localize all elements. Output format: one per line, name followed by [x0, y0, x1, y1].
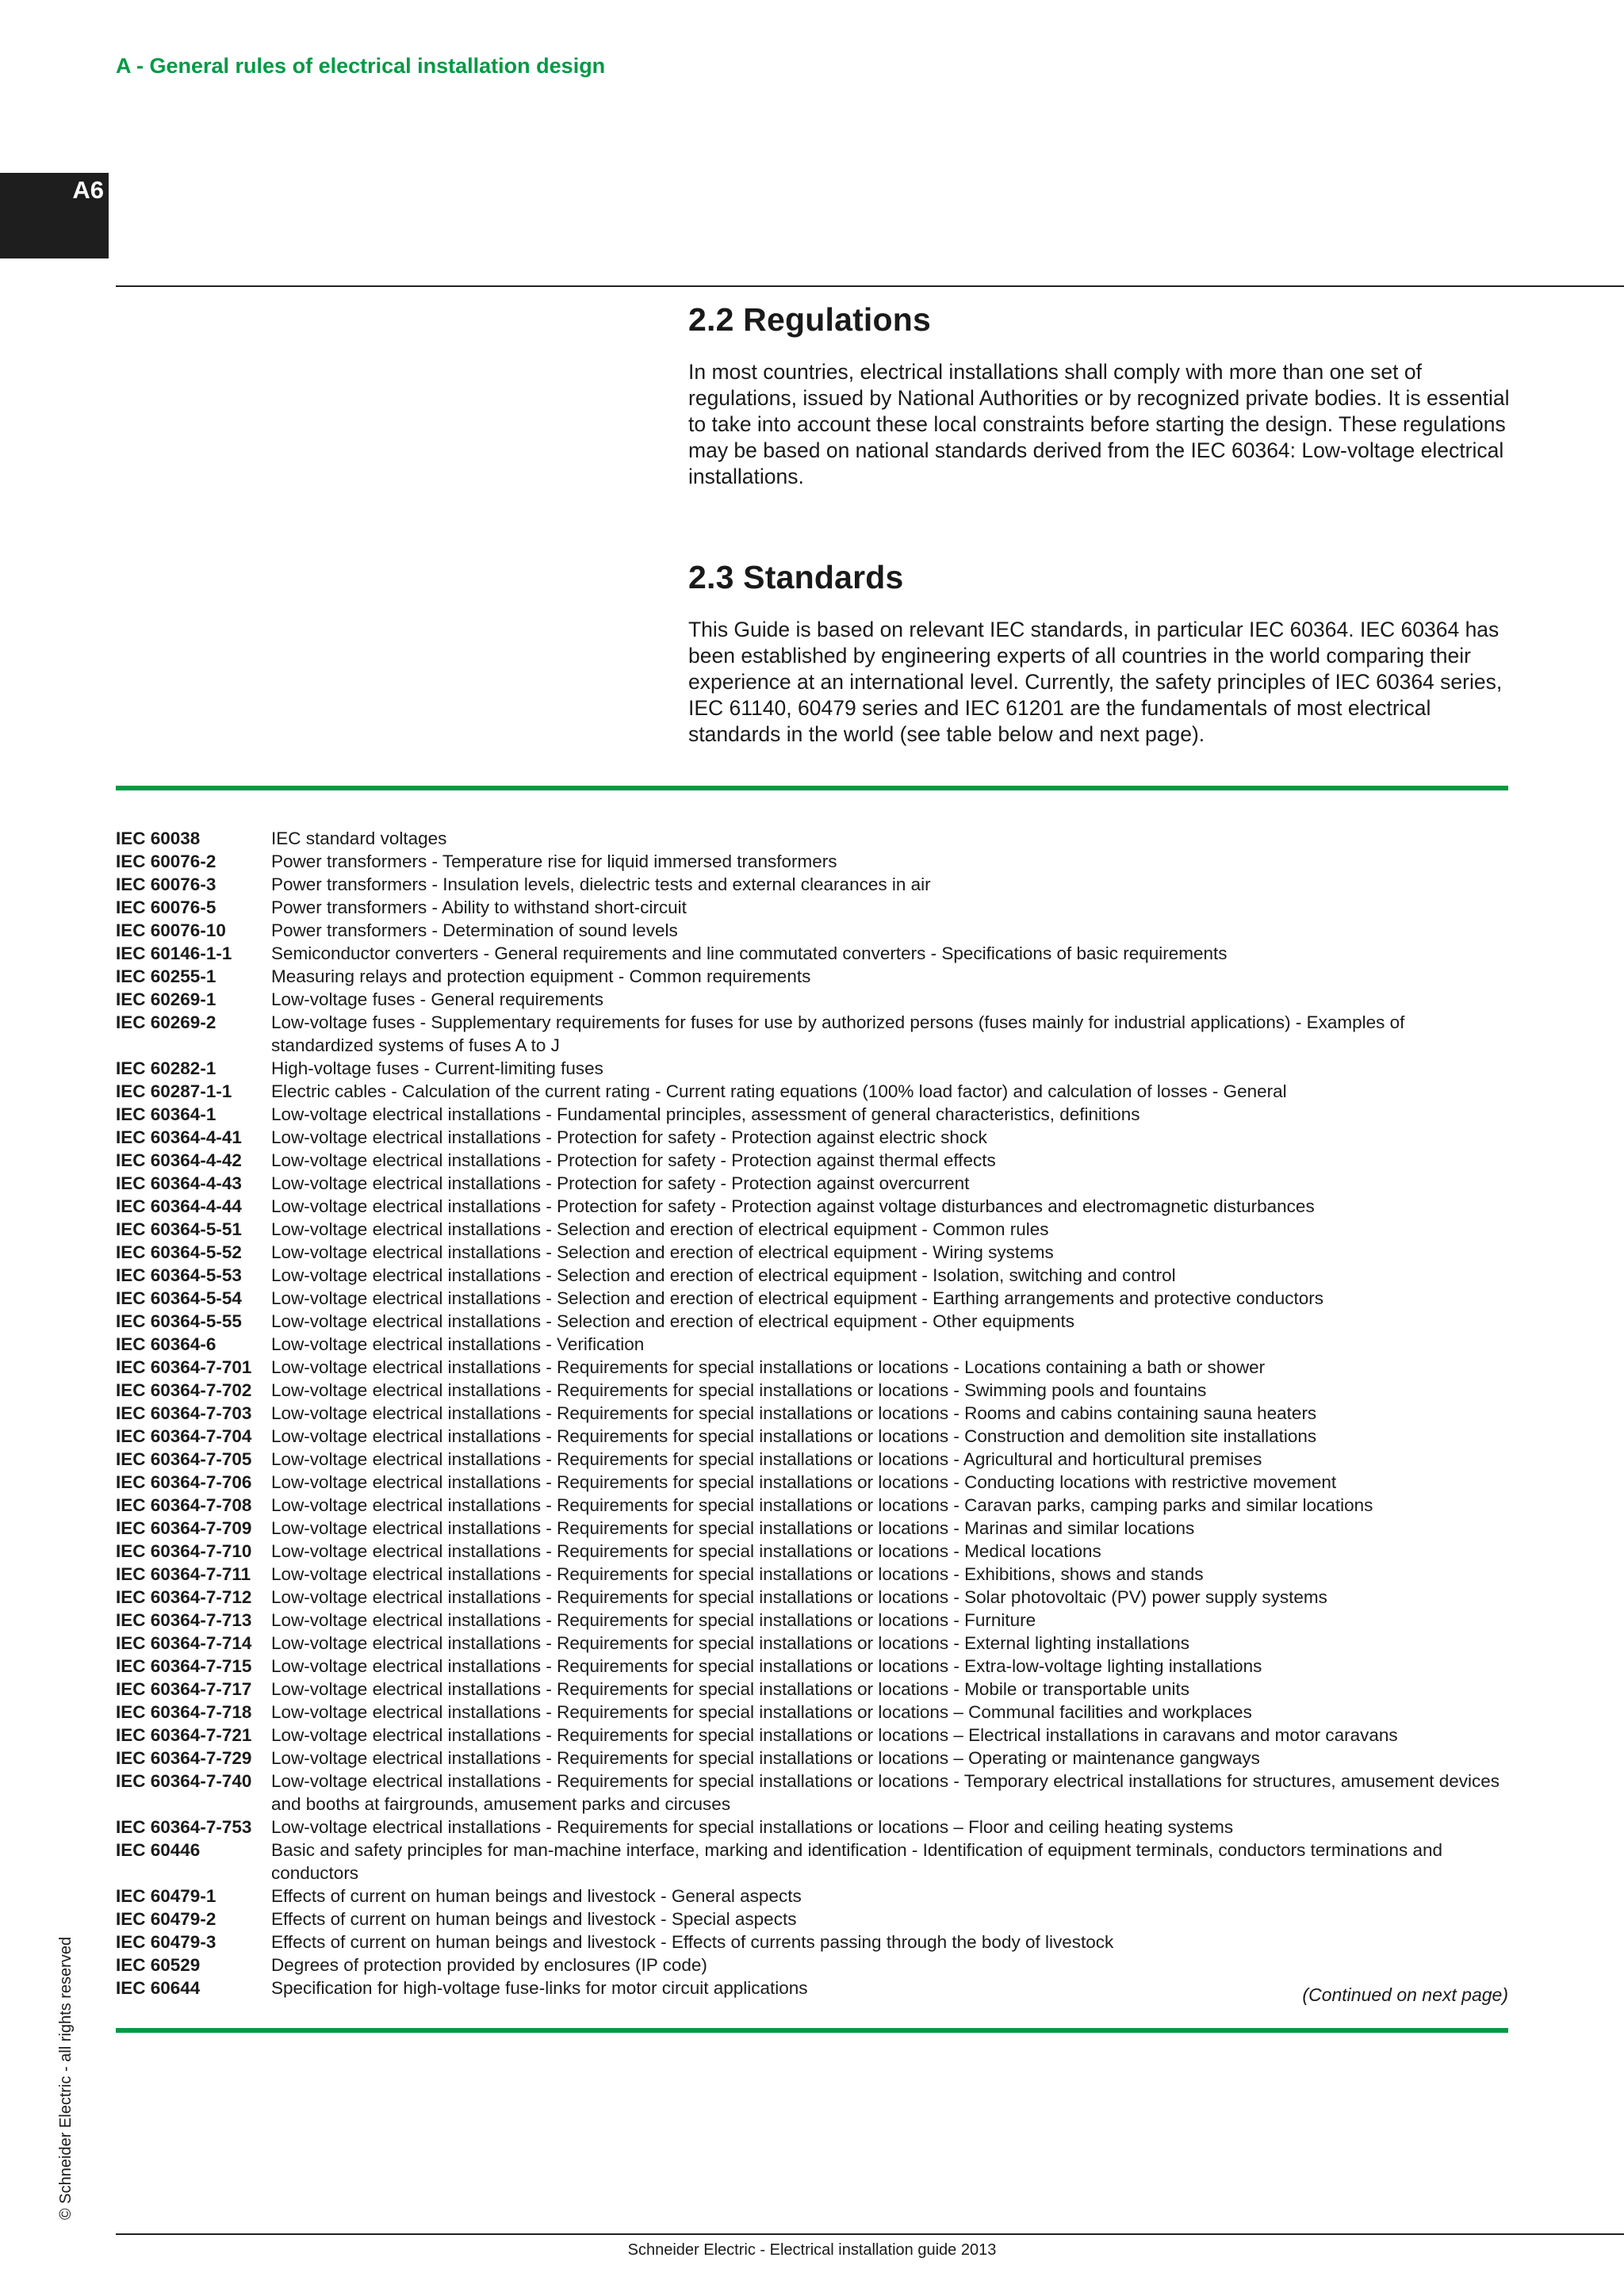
standard-code: IEC 60269-1	[116, 989, 216, 1009]
standard-code: IEC 60364-7-710	[116, 1541, 252, 1561]
table-row	[116, 1701, 1511, 1724]
standard-description: Low-voltage electrical installations - Protection for safety - Protection against voltage disturbances and electromagnetic disturbances	[271, 1196, 1315, 1216]
standard-code: IEC 60146-1-1	[116, 943, 232, 963]
table-row	[116, 1724, 1511, 1747]
standard-code: IEC 60287-1-1	[116, 1081, 232, 1101]
table-row	[116, 1333, 1511, 1356]
standard-description: Low-voltage electrical installations - Requirements for special installations or locations - Mobile or transportable units	[271, 1679, 1190, 1699]
standard-code: IEC 60529	[116, 1955, 201, 1975]
standard-description: Low-voltage electrical installations - Verification	[271, 1334, 645, 1354]
standard-code: IEC 60364-5-52	[116, 1242, 242, 1262]
standard-code: IEC 60364-7-729	[116, 1748, 252, 1768]
standard-description: Low-voltage electrical installations - Requirements for special installations or locations - Caravan parks, camping parks and similar locations	[271, 1495, 1373, 1515]
table-row	[116, 1678, 1511, 1701]
table-row	[116, 896, 1511, 919]
standard-code: IEC 60364-4-44	[116, 1196, 242, 1216]
standard-description: High-voltage fuses - Current-limiting fuses	[271, 1058, 603, 1078]
standard-description: Low-voltage electrical installations - Selection and erection of electrical equipment - Other equipments	[271, 1311, 1075, 1331]
section-title: 2.3 Standards	[688, 559, 904, 595]
section-title: 2.2 Regulations	[688, 301, 932, 338]
table-row	[116, 1448, 1511, 1471]
table-row	[116, 1195, 1511, 1218]
standard-code: IEC 60364-7-708	[116, 1495, 252, 1515]
table-row	[116, 1149, 1511, 1172]
table-row	[116, 1264, 1511, 1287]
table-row	[116, 1379, 1511, 1402]
standard-code: IEC 60446	[116, 1840, 201, 1860]
table-row	[116, 1356, 1511, 1379]
standard-code: IEC 60364-4-43	[116, 1173, 242, 1193]
table-row	[116, 1218, 1511, 1241]
page-number-tab	[0, 173, 109, 258]
table-row	[116, 1517, 1511, 1540]
standard-code: IEC 60076-10	[116, 920, 226, 940]
table-row	[116, 1471, 1511, 1494]
standard-code: IEC 60364-7-714	[116, 1633, 252, 1653]
standard-code: IEC 60364-7-715	[116, 1656, 252, 1676]
standard-description: Low-voltage electrical installations - Requirements for special installations or locations – Operating or maintenance gangways	[271, 1748, 1260, 1768]
standard-description: Low-voltage electrical installations - Requirements for special installations or locations - Rooms and cabins containing sauna heaters	[271, 1403, 1317, 1423]
standard-description: Power transformers - Temperature rise for liquid immersed transformers	[271, 851, 837, 871]
standard-description: Electric cables - Calculation of the current rating - Current rating equations (100% load factor) and calculation of losses - General	[271, 1081, 1287, 1101]
standard-code: IEC 60364-7-753	[116, 1817, 252, 1837]
standard-code: IEC 60364-7-706	[116, 1472, 252, 1492]
standard-description: Low-voltage electrical installations - Selection and erection of electrical equipment - Isolation, switching and control	[271, 1265, 1176, 1285]
table-row	[116, 1011, 1511, 1057]
standard-description: Semiconductor converters - General requirements and line commutated converters - Specifications of basic requirements	[271, 943, 1228, 963]
standard-code: IEC 60364-6	[116, 1334, 216, 1354]
standard-description: Low-voltage electrical installations - Requirements for special installations or locations – Floor and ceiling heating systems	[271, 1817, 1234, 1837]
table-row	[116, 1954, 1511, 1976]
table-row	[116, 1839, 1511, 1885]
table-row	[116, 1080, 1511, 1103]
table-row	[116, 1057, 1511, 1080]
standard-description: Low-voltage electrical installations - Requirements for special installations or locations - Agricultural and horticultural premises	[271, 1449, 1262, 1469]
standard-description: Low-voltage electrical installations - Requirements for special installations or locations - Solar photovoltaic (PV) power supply systems	[271, 1587, 1327, 1607]
standard-code: IEC 60076-3	[116, 874, 216, 894]
standard-code: IEC 60038	[116, 828, 201, 848]
standard-code: IEC 60364-7-704	[116, 1426, 252, 1446]
table-row	[116, 850, 1511, 873]
standard-description: Low-voltage electrical installations - Requirements for special installations or locations - Construction and demolition site installations	[271, 1426, 1317, 1446]
standard-description: Effects of current on human beings and livestock - General aspects	[271, 1886, 802, 1906]
standard-description: Degrees of protection provided by enclosures (IP code)	[271, 1955, 707, 1975]
standard-code: IEC 60364-4-41	[116, 1127, 242, 1147]
standard-description: Measuring relays and protection equipment - Common requirements	[271, 966, 811, 986]
table-row	[116, 1632, 1511, 1655]
section-body: In most countries, electrical installations shall comply with more than one set of regulations, issued by National Authorities or by recognized private bodies. It is essential to take into account these local constraints before starting the design. These regulations may be based on national standards derived from the IEC 60364: Low-voltage electrical installations.	[688, 360, 1510, 488]
standard-description: Effects of current on human beings and livestock - Effects of currents passing through the body of livestock	[271, 1932, 1114, 1952]
standard-code: IEC 60364-7-713	[116, 1610, 252, 1630]
standard-code: IEC 60364-7-702	[116, 1380, 252, 1400]
standard-code: IEC 60479-2	[116, 1909, 216, 1929]
standard-code: IEC 60364-7-721	[116, 1725, 252, 1745]
standard-code: IEC 60364-7-718	[116, 1702, 252, 1722]
standard-description: Power transformers - Insulation levels, dielectric tests and external clearances in air	[271, 874, 931, 894]
table-row	[116, 965, 1511, 988]
table-row	[116, 1402, 1511, 1425]
table-row	[116, 942, 1511, 965]
standards-table	[116, 827, 1511, 1999]
standard-code: IEC 60364-5-55	[116, 1311, 242, 1331]
standard-description: Low-voltage electrical installations - Requirements for special installations or locations - Furniture	[271, 1610, 1036, 1630]
standard-code: IEC 60364-7-705	[116, 1449, 252, 1469]
standard-description: Low-voltage fuses - General requirements	[271, 989, 603, 1009]
standard-description: Low-voltage electrical installations - Requirements for special installations or locations - Swimming pools and fountains	[271, 1380, 1207, 1400]
table-bottom-rule	[116, 2028, 1508, 2033]
table-row	[116, 1494, 1511, 1517]
standard-description: Low-voltage electrical installations - Fundamental principles, assessment of general characteristics, definitions	[271, 1104, 1140, 1124]
standard-code: IEC 60364-7-701	[116, 1357, 252, 1377]
table-row	[116, 1241, 1511, 1264]
standard-description: Basic and safety principles for man-machine interface, marking and identification - Identification of equipment terminals, conductors terminations and conductors	[271, 1840, 1443, 1883]
standard-description: Low-voltage electrical installations - Requirements for special installations or locations - Conducting locations with restrictive movement	[271, 1472, 1337, 1492]
standard-code: IEC 60364-7-711	[116, 1564, 251, 1584]
table-row	[116, 1908, 1511, 1931]
standard-description: Low-voltage electrical installations - Requirements for special installations or locations - Medical locations	[271, 1541, 1101, 1561]
table-row	[116, 1126, 1511, 1149]
standard-code: IEC 60076-2	[116, 851, 216, 871]
table-row	[116, 1885, 1511, 1908]
standard-description: Low-voltage electrical installations - Requirements for special installations or locations - Extra-low-voltage lighting installations	[271, 1656, 1262, 1676]
standard-code: IEC 60282-1	[116, 1058, 216, 1078]
standard-code: IEC 60255-1	[116, 966, 216, 986]
standard-description: Low-voltage electrical installations - Requirements for special installations or locations - Locations containing a bath or shower	[271, 1357, 1266, 1377]
standard-code: IEC 60364-5-54	[116, 1288, 242, 1308]
section-standards	[688, 559, 1513, 748]
table-row	[116, 827, 1511, 850]
standard-code: IEC 60364-7-703	[116, 1403, 252, 1423]
standard-description: Specification for high-voltage fuse-links for motor circuit applications	[271, 1978, 808, 1998]
continued-note: (Continued on next page)	[1302, 1984, 1508, 2005]
standard-description: Low-voltage fuses - Supplementary requirements for fuses for use by authorized persons (fuses mainly for industrial applications) - Examples of standardized systems of fuses A to J	[271, 1012, 1405, 1055]
standard-code: IEC 60364-5-51	[116, 1219, 242, 1239]
table-row	[116, 1172, 1511, 1195]
section-regulations	[688, 301, 1513, 490]
table-row	[116, 1747, 1511, 1770]
table-row	[116, 1931, 1511, 1954]
bottom-divider	[116, 2233, 1624, 2235]
standard-description: Low-voltage electrical installations - Requirements for special installations or locations – Communal facilities and workplaces	[271, 1702, 1252, 1722]
standard-description: Low-voltage electrical installations - Requirements for special installations or locations - Temporary electrical installations for structures, amusement devices and booths at fairgrounds, amusement parks and circuses	[271, 1771, 1500, 1814]
standard-code: IEC 60269-2	[116, 1012, 216, 1032]
standard-description: Low-voltage electrical installations - Selection and erection of electrical equipment - Earthing arrangements and protective conductors	[271, 1288, 1323, 1308]
table-row	[116, 1425, 1511, 1448]
standard-code: IEC 60479-3	[116, 1932, 216, 1952]
standard-code: IEC 60364-7-740	[116, 1771, 252, 1791]
standard-code: IEC 60364-7-717	[116, 1679, 252, 1699]
standard-code: IEC 60364-4-42	[116, 1150, 242, 1170]
standard-description: Low-voltage electrical installations - Selection and erection of electrical equipment - Wiring systems	[271, 1242, 1054, 1262]
section-body: This Guide is based on relevant IEC standards, in particular IEC 60364. IEC 60364 has been established by engineering experts of all countries in the world comparing their experience at an international level. Currently, the safety principles of IEC 60364 series, IEC 61140, 60479 series and IEC 61201 are the fundamentals of most electrical standards in the world (see table below and next page).	[688, 618, 1503, 746]
standard-code: IEC 60364-7-709	[116, 1518, 252, 1538]
standard-description: Low-voltage electrical installations - Requirements for special installations or locations - External lighting installations	[271, 1633, 1190, 1653]
standard-description: Low-voltage electrical installations - Protection for safety - Protection against electric shock	[271, 1127, 987, 1147]
table-row	[116, 1103, 1511, 1126]
standard-code: IEC 60076-5	[116, 897, 216, 917]
standard-description: Low-voltage electrical installations - Requirements for special installations or locations - Exhibitions, shows and stands	[271, 1564, 1204, 1584]
standard-description: Low-voltage electrical installations - Protection for safety - Protection against overcurrent	[271, 1173, 970, 1193]
standard-code: IEC 60479-1	[116, 1886, 216, 1906]
table-row	[116, 988, 1511, 1011]
standard-code: IEC 60644	[116, 1978, 201, 1998]
table-row	[116, 1586, 1511, 1609]
standard-description: IEC standard voltages	[271, 828, 447, 848]
table-row	[116, 1540, 1511, 1563]
table-row	[116, 1609, 1511, 1632]
standard-code: IEC 60364-7-712	[116, 1587, 252, 1607]
standard-description: Low-voltage electrical installations - Requirements for special installations or locations – Electrical installations in caravans and motor caravans	[271, 1725, 1398, 1745]
standard-description: Power transformers - Determination of sound levels	[271, 920, 678, 940]
page-number: A6	[72, 176, 104, 204]
standard-code: IEC 60364-5-53	[116, 1265, 242, 1285]
table-row	[116, 873, 1511, 896]
table-row	[116, 1655, 1511, 1678]
table-row	[116, 1310, 1511, 1333]
table-top-rule	[116, 786, 1508, 790]
page-footer: Schneider Electric - Electrical installation guide 2013	[627, 2241, 997, 2259]
standard-description: Low-voltage electrical installations - Protection for safety - Protection against thermal effects	[271, 1150, 996, 1170]
standard-description: Power transformers - Ability to withstand short-circuit	[271, 897, 687, 917]
table-row	[116, 1770, 1511, 1816]
table-row	[116, 1563, 1511, 1586]
table-row	[116, 919, 1511, 942]
standard-description: Effects of current on human beings and livestock - Special aspects	[271, 1909, 797, 1929]
chapter-header: A - General rules of electrical installation design	[116, 54, 606, 78]
standard-code: IEC 60364-1	[116, 1104, 216, 1124]
copyright-notice: © Schneider Electric - all rights reserved	[57, 1936, 75, 2220]
table-row	[116, 1287, 1511, 1310]
top-divider	[116, 285, 1624, 287]
standard-description: Low-voltage electrical installations - Requirements for special installations or locations - Marinas and similar locations	[271, 1518, 1195, 1538]
table-row	[116, 1816, 1511, 1839]
standard-description: Low-voltage electrical installations - Selection and erection of electrical equipment - Common rules	[271, 1219, 1049, 1239]
